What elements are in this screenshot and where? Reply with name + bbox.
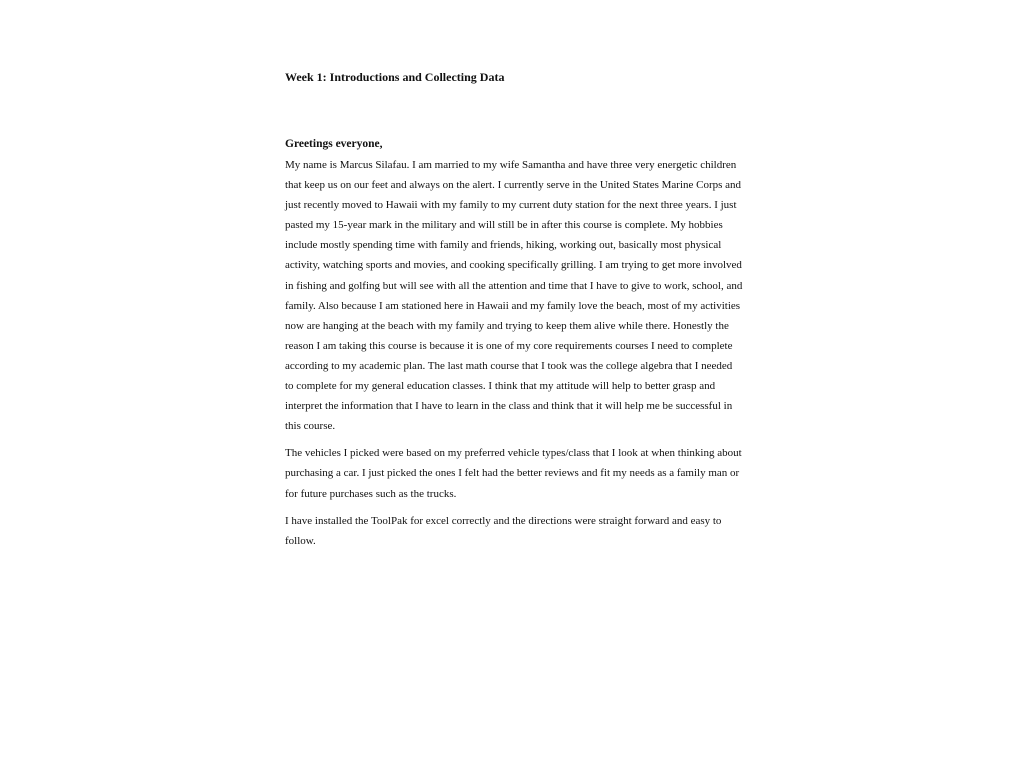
greeting-heading: Greetings everyone, bbox=[285, 138, 383, 150]
paragraph-vehicles: The vehicles I picked were based on my preferred vehicle types/class that I look at when thinking about purchasing a car. I just picked the ones I felt had the better reviews and fit my needs as a family man or for future purchases such as the trucks. bbox=[285, 447, 742, 500]
paragraph-toolpak: I have installed the ToolPak for excel correctly and the directions were straight forward and easy to follow. bbox=[285, 514, 722, 547]
document-body bbox=[285, 69, 743, 551]
paragraph-introduction: My name is Marcus Silafau. I am married to my wife Samantha and have three very energetic children that keep us on our feet and always on the alert. I currently serve in the United States Marine Corps and just recently moved to Hawaii with my family to my current duty station for the next three years. I just pasted my 15-year mark in the military and will still be in after this course is complete. My hobbies include mostly spending time with family and friends, hiking, working out, basically most physical activity, watching sports and movies, and cooking specifically grilling. I am trying to get more involved in fishing and golfing but will see with all the attention and time that I have to give to work, school, and family. Also because I am stationed here in Hawaii and my family love the beach, most of my activities now are hanging at the beach with my family and trying to keep them alive while there. Honestly the reason I am taking this course is because it is one of my core requirements courses I need to complete according to my academic plan. The last math course that I took was the college algebra that I needed to complete for my general education classes. I think that my attitude will help to better grasp and interpret the information that I have to learn in the class and think that it will help me be successful in this course. bbox=[285, 159, 743, 433]
document-title: Week 1: Introductions and Collecting Data bbox=[285, 70, 505, 84]
